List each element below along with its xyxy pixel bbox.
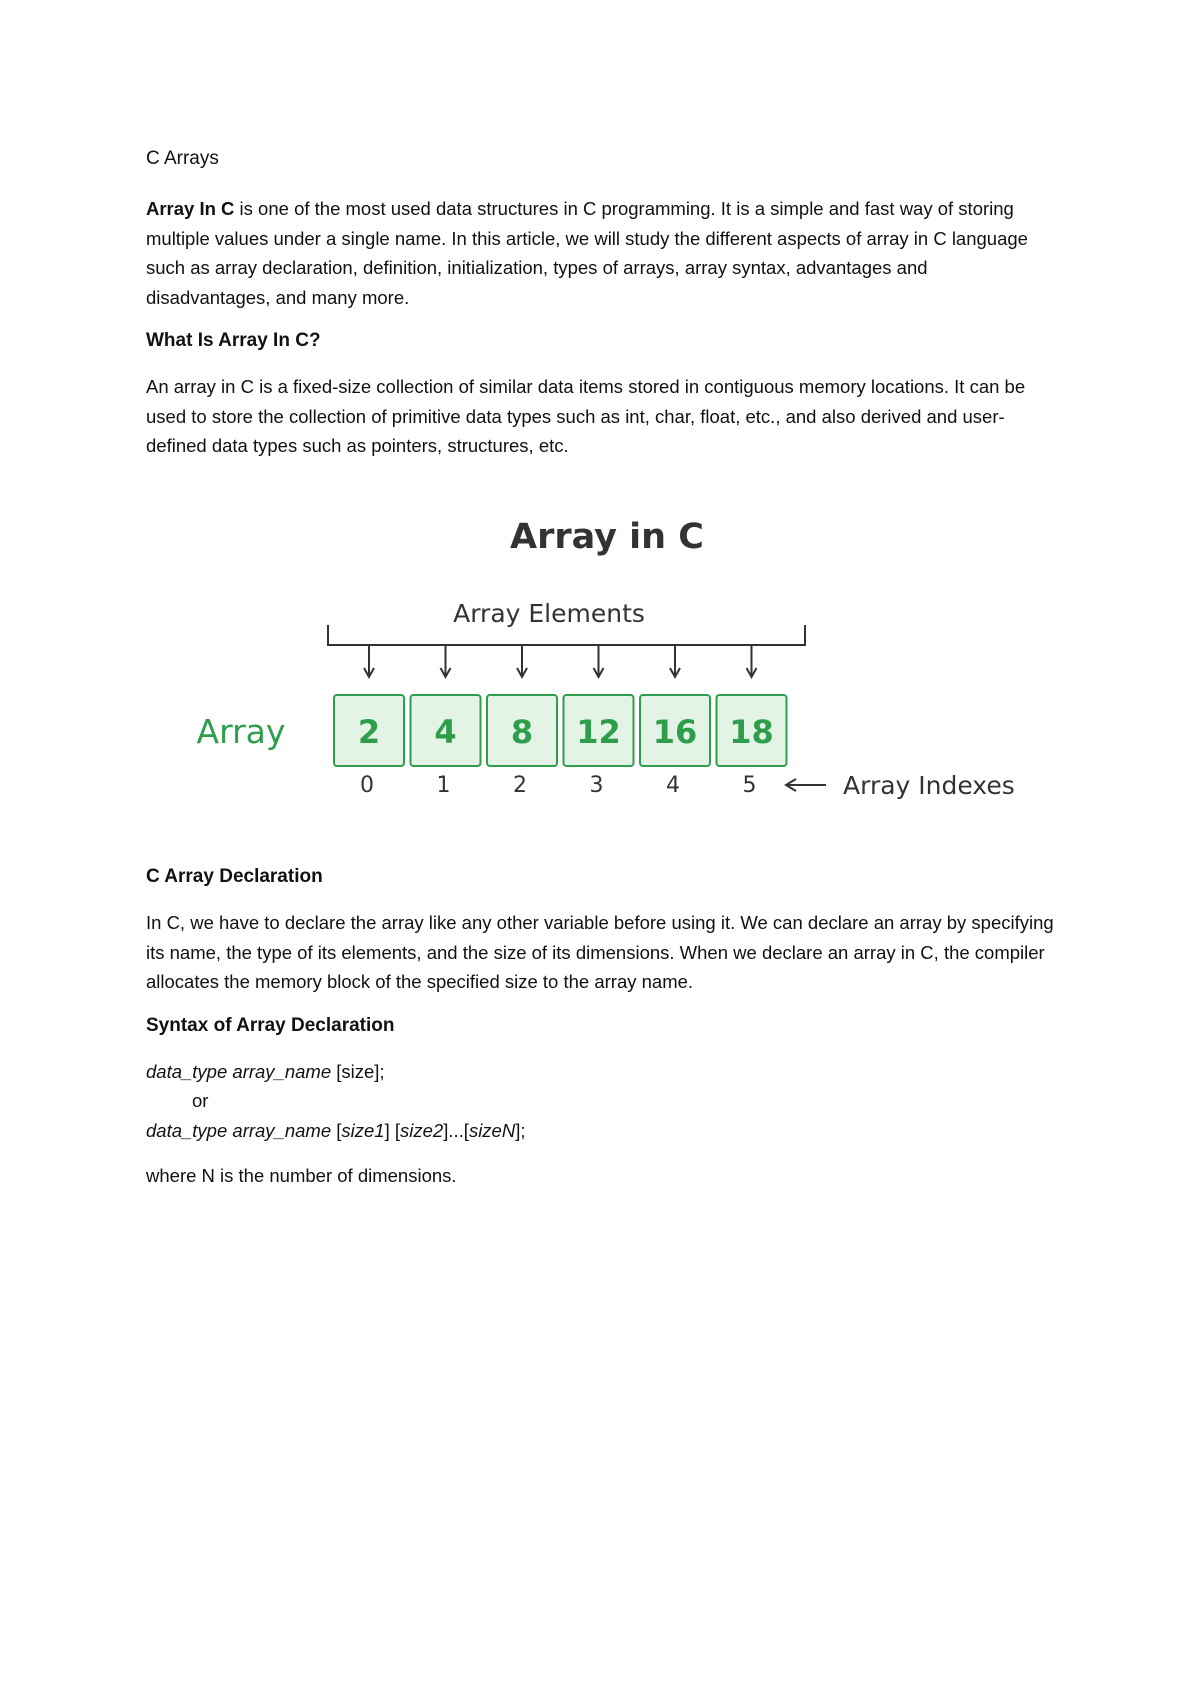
element-arrow bbox=[517, 645, 527, 677]
document-title: C Arrays bbox=[146, 148, 219, 169]
section1-body: An array in C is a fixed-size collection of similar data items stored in contiguous memory locations. It can be used to store the collection of primitive data types such as int, char, float, etc., and also derived and user-defined data types such as pointers, structures, etc. bbox=[146, 376, 1026, 456]
array-value: 8 bbox=[510, 713, 534, 751]
array-index: 2 bbox=[513, 773, 527, 798]
syntax-line-2: data_type array_name [size1] [size2]...[sizeN]; bbox=[146, 1119, 526, 1141]
array-label: Array bbox=[196, 712, 286, 751]
intro-text: is one of the most used data structures in C programming. It is a simple and fast way of storing multiple values under a single name. In this article, we will study the different aspects of array in C language such as array declaration, definition, initialization, types of arrays, array syntax, advantages and disadvantages, and many more. bbox=[146, 198, 1028, 308]
array-index: 5 bbox=[742, 773, 757, 798]
array-value: 18 bbox=[729, 713, 774, 751]
element-arrow bbox=[441, 645, 451, 677]
array-boxes bbox=[334, 695, 787, 766]
syntax-line-1: data_type array_name [size]; bbox=[146, 1060, 385, 1082]
syntax-block bbox=[146, 1057, 1056, 1146]
array-index: 4 bbox=[666, 773, 680, 798]
intro-lead: Array In C bbox=[146, 198, 235, 219]
elements-label: Array Elements bbox=[453, 599, 645, 628]
array-value: 4 bbox=[434, 713, 457, 751]
array-index: 1 bbox=[436, 773, 451, 798]
syntax-note: where N is the number of dimensions. bbox=[146, 1165, 457, 1186]
section3-heading: Syntax of Array Declaration bbox=[146, 1014, 395, 1036]
figure-title: Array in C bbox=[510, 517, 704, 557]
array-value: 16 bbox=[652, 713, 698, 751]
element-arrow bbox=[747, 645, 757, 677]
array-diagram bbox=[0, 500, 1200, 820]
element-arrow bbox=[670, 645, 680, 677]
array-value: 12 bbox=[576, 713, 621, 751]
element-arrows bbox=[364, 645, 757, 677]
indexes-label: Array Indexes bbox=[843, 771, 1015, 800]
section1-heading: What Is Array In C? bbox=[146, 330, 321, 351]
array-indexes bbox=[360, 773, 757, 798]
element-arrow bbox=[594, 645, 604, 677]
document-page bbox=[146, 146, 1056, 477]
elements-bracket bbox=[328, 625, 805, 645]
array-index: 0 bbox=[360, 773, 374, 798]
section2-body: In C, we have to declare the array like any other variable before using it. We can declare an array by specifying its name, the type of its elements, and the size of its dimensions. When we declare an array in C, the compiler allocates the memory block of the specified size to the array name. bbox=[146, 912, 1054, 992]
intro-paragraph bbox=[146, 194, 1056, 312]
array-value: 2 bbox=[357, 713, 381, 751]
array-index: 3 bbox=[589, 773, 604, 798]
section2-heading: C Array Declaration bbox=[146, 866, 323, 887]
syntax-or: or bbox=[192, 1090, 209, 1111]
document-page-lower bbox=[146, 864, 1056, 1207]
element-arrow bbox=[364, 645, 374, 677]
indexes-arrow bbox=[786, 779, 826, 791]
